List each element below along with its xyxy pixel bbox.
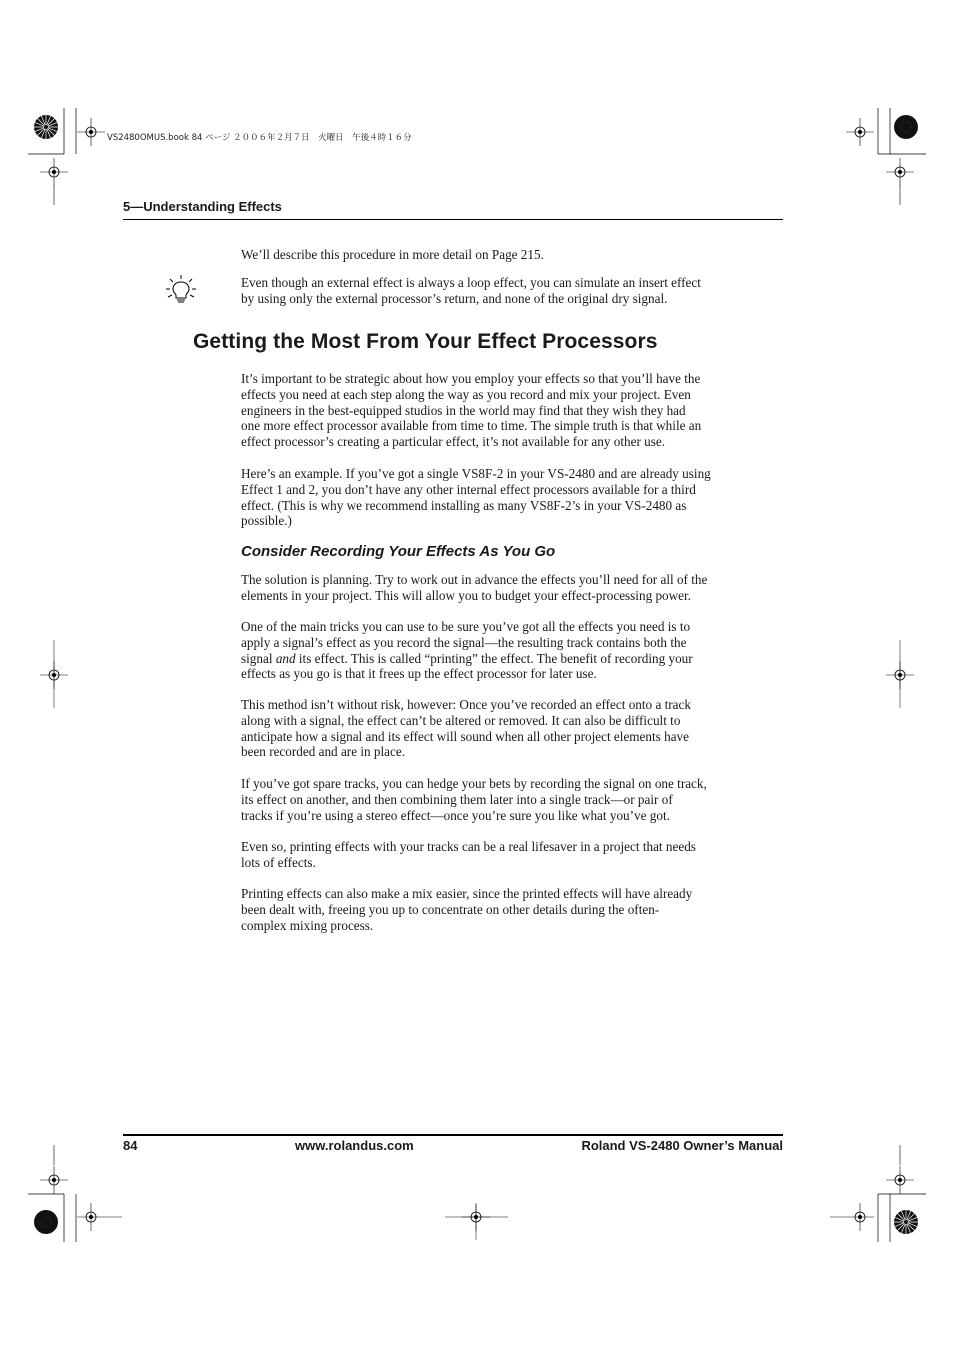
text-line: effects you need at each step along the way as you record and mix your project. Even <box>241 386 691 402</box>
text-line: its effect on another, and then combining them later into a single track—or pair of <box>241 791 673 807</box>
text-line: elements in your project. This will allow you to budget your effect-processing power. <box>241 587 691 603</box>
subsection-paragraph-5 <box>241 839 757 871</box>
text-line: lots of effects. <box>241 854 316 870</box>
section-title: Getting the Most From Your Effect Processors <box>193 330 658 353</box>
subsection-paragraph-2 <box>241 619 757 682</box>
text-line: anticipate how a signal and its effect will sound when all other project elements have <box>241 728 689 744</box>
text-line: Printing effects can also make a mix easier, since the printed effects will have already <box>241 886 693 901</box>
text-line: engineers in the best-equipped studios in the world may find that they wish they had <box>241 402 686 418</box>
text-line: It’s important to be strategic about how you employ your effects so that you’ll have the <box>241 371 701 386</box>
text-line: tracks if you’re using a stereo effect—once you’re sure you like what you’ve got. <box>241 807 670 823</box>
subsection-title: Consider Recording Your Effects As You Go <box>241 543 556 560</box>
text-line: been dealt with, freeing you up to concentrate on other details during the often- <box>241 901 660 917</box>
text-line: apply a signal’s effect as you record the signal—the resulting track contains both the <box>241 634 687 650</box>
subsection-paragraph-4 <box>241 776 757 823</box>
text-line: effect. (This is why we recommend installing as many VS8F-2’s in your VS-2480 as <box>241 497 687 513</box>
manual-title: Roland VS-2480 Owner’s Manual <box>581 1138 783 1153</box>
intro-text: We’ll describe this procedure in more detail on Page 215. <box>241 247 544 262</box>
text-line: complex mixing process. <box>241 917 374 933</box>
chapter-header: 5—Understanding Effects <box>123 199 282 214</box>
footer-url: www.rolandus.com <box>295 1138 414 1153</box>
text-run: signal <box>241 650 276 666</box>
tip-line: Even though an external effect is always a loop effect, you can simulate an insert effect <box>241 275 701 290</box>
text-line: Here’s an example. If you’ve got a single VS8F-2 in your VS-2480 and are already using <box>241 466 711 481</box>
tip-line: by using only the external processor’s return, and none of the original dry signal. <box>241 290 668 306</box>
section-paragraph-1 <box>241 371 757 450</box>
subsection-paragraph-3 <box>241 697 757 760</box>
text-line: effect processor’s creating a particular effect, it’s not available for any other use. <box>241 434 666 450</box>
subsection-paragraph-6 <box>241 886 757 933</box>
subsection-paragraph-1 <box>241 572 757 604</box>
tip-paragraph <box>241 275 771 307</box>
section-paragraph-2 <box>241 466 757 529</box>
text-line: One of the main tricks you can use to be sure you’ve got all the effects you need is to <box>241 619 691 634</box>
header-rule <box>123 219 783 220</box>
page-number: 84 <box>123 1138 138 1153</box>
text-line: along with a signal, the effect can’t be altered or removed. It can also be difficult to <box>241 712 681 728</box>
text-line: If you’ve got spare tracks, you can hedge your bets by recording the signal on one track, <box>241 776 707 791</box>
text-line: Even so, printing effects with your tracks can be a real lifesaver in a project that needs <box>241 839 696 854</box>
emphasis-text: and <box>275 650 296 666</box>
text-run: its effect. This is called “printing” the effect. The benefit of recording your <box>295 650 693 666</box>
print-job-info: VS2480OMUS.book 84 ページ ２００６年２月７日 火曜日 午後４時１６分 <box>107 133 412 143</box>
text-line: possible.) <box>241 513 292 529</box>
text-line <box>241 651 757 667</box>
text-line: The solution is planning. Try to work out in advance the effects you’ll need for all of the <box>241 572 708 587</box>
text-line: Effect 1 and 2, you don’t have any other internal effect processors available for a third <box>241 481 696 497</box>
lightbulb-icon <box>164 274 198 308</box>
footer-rule <box>123 1134 783 1136</box>
text-line: This method isn’t without risk, however: Once you’ve recorded an effect onto a track <box>241 697 691 712</box>
intro-paragraph <box>241 247 757 263</box>
text-line: one more effect processor available from time to time. The simple truth is that while an <box>241 418 702 434</box>
text-line: effects as you go is that it frees up the effect processor for later use. <box>241 666 597 682</box>
text-line: been recorded and are in place. <box>241 744 406 760</box>
